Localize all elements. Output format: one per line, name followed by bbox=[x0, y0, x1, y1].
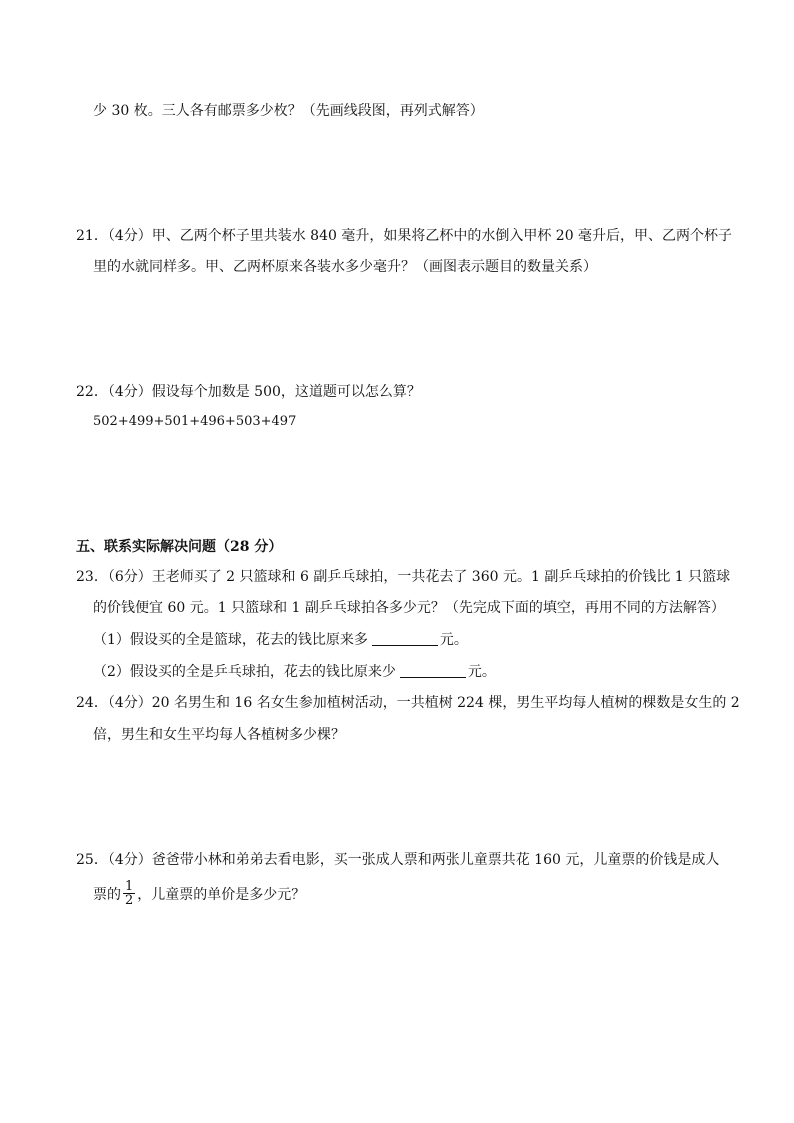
sub-2-unit: 元。 bbox=[467, 664, 496, 680]
sub-1-unit: 元。 bbox=[439, 632, 468, 648]
section-5-title: 五、联系实际解决问题（28 分） bbox=[76, 539, 283, 555]
question-24-line-2: 倍，男生和女生平均每人各植树多少棵？ bbox=[93, 727, 345, 743]
question-23-line-2: 的价钱便宜 60 元。1 只篮球和 1 副乒乓球拍各多少元？（先完成下面的填空，再用不同的方法解答） bbox=[93, 600, 725, 616]
question-22-line-1: 22．（4分）假设每个加数是 500，这道题可以怎么算？ bbox=[76, 384, 421, 400]
answer-blank-1[interactable] bbox=[372, 631, 438, 646]
fraction-numerator: 1 bbox=[125, 878, 134, 894]
question-24-line-1: 24．（4分）20 名男生和 16 名女生参加植树活动，一共植树 224 棵，男生平均每人植树的棵数是女生的 2 bbox=[76, 695, 740, 711]
question-23-sub-2 bbox=[93, 662, 496, 682]
question-23-sub-1 bbox=[93, 630, 468, 650]
question-25-line-1: 25．（4分）爸爸带小林和弟弟去看电影，买一张成人票和两张儿童票共花 160 元，儿童票的价钱是成人 bbox=[76, 852, 720, 868]
question-20-continuation: 少 30 枚。三人各有邮票多少枚？（先画线段图，再列式解答） bbox=[93, 103, 484, 119]
question-21-line-2: 里的水就同样多。甲、乙两杯原来各装水多少毫升？（画图表示题目的数量关系） bbox=[93, 259, 597, 275]
one-half-fraction bbox=[123, 880, 135, 907]
answer-blank-2[interactable] bbox=[400, 663, 466, 678]
sub-1-text: （1）假设买的全是篮球，花去的钱比原来多 bbox=[93, 632, 368, 648]
question-21-line-1: 21．（4分）甲、乙两个杯子里共装水 840 毫升，如果将乙杯中的水倒入甲杯 20 毫升后，甲、乙两个杯子 bbox=[76, 228, 733, 244]
sub-2-text: （2）假设买的全是乒乓球拍，花去的钱比原来少 bbox=[93, 664, 396, 680]
question-22-expression: 502+499+501+496+503+497 bbox=[93, 414, 297, 429]
q25-suffix: ，儿童票的单价是多少元？ bbox=[137, 887, 306, 903]
question-23-line-1: 23．（6分）王老师买了 2 只篮球和 6 副乒乓球拍，一共花去了 360 元。1 副乒乓球拍的价钱比 1 只篮球 bbox=[76, 569, 731, 585]
q25-prefix: 票的 bbox=[93, 887, 121, 903]
fraction-denominator: 2 bbox=[125, 892, 134, 908]
question-25-line-2 bbox=[93, 878, 305, 912]
